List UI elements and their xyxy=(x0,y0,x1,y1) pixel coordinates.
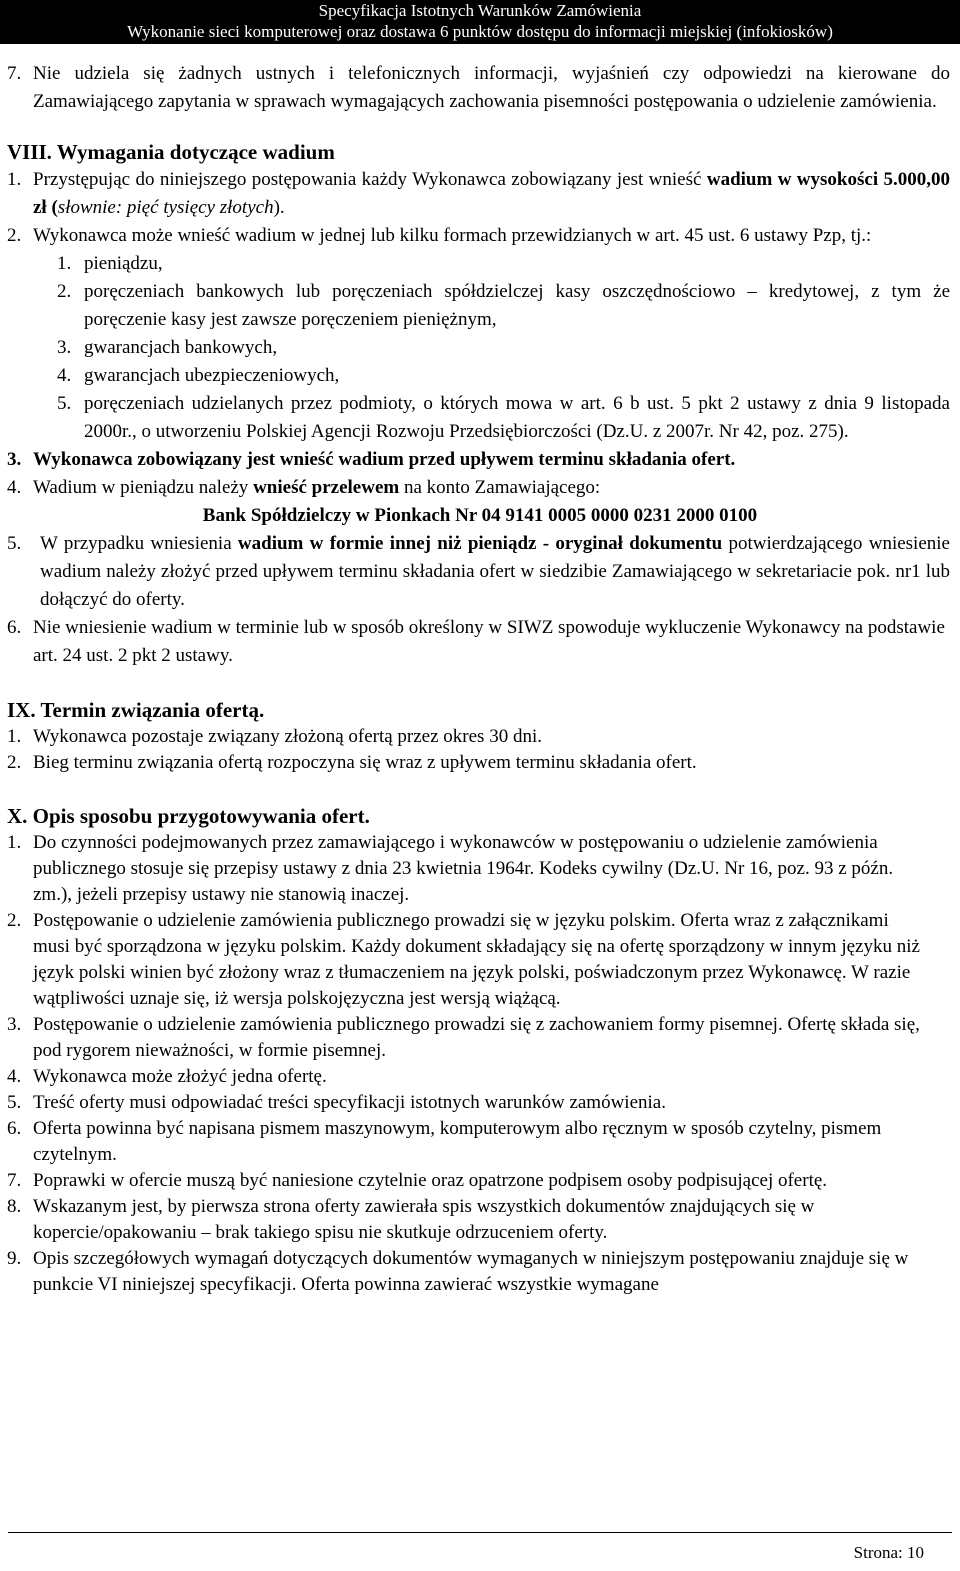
item-text: Treść oferty musi odpowiadać treści specyfikacji istotnych warunków zamówienia. xyxy=(33,1092,666,1113)
intro-item xyxy=(0,60,960,116)
bank-account: Bank Spółdzielczy w Pionkach Nr 04 9141 0005 0000 0231 2000 0100 xyxy=(202,505,758,526)
list-item xyxy=(0,830,960,908)
text-part-bold: wnieść przelewem xyxy=(253,477,400,498)
item-number: 5. xyxy=(7,1092,22,1113)
item-number: 2. xyxy=(7,752,22,773)
wadium-forms-list xyxy=(0,250,960,446)
item-text: Bieg terminu związania ofertą rozpoczyna się wraz z upływem terminu składania ofert. xyxy=(33,752,697,773)
item-number: 2. xyxy=(57,281,72,302)
wadium-item-1 xyxy=(0,166,960,222)
text-part: W przypadku wniesienia xyxy=(40,533,238,554)
item-number: 6. xyxy=(7,617,22,638)
item-number: 1. xyxy=(7,832,22,853)
item-text: poręczeniach udzielanych przez podmioty, o których mowa w art. 6 b ust. 5 pkt 2 ustawy z dnia 9 listopada 2000r., o utworzeniu Polskiej Agencji Rozwoju Przedsiębiorczości (Dz.U. z 2007r. Nr 42, poz. 275). xyxy=(84,393,950,442)
item-text: Postępowanie o udzielenie zamówienia publicznego prowadzi się w języku polskim. Oferta wraz z załącznikami musi być sporządzona w języku polskim. Każdy dokument składający się na ofertę sporządzony w innym języku niż język polski winien być złożony wraz z tłumaczeniem na język polski, poświadczonym przez Wykonawcę. W razie wątpliwości uznaje się, iż wersja polskojęzyczna jest wersją wiążącą. xyxy=(33,910,920,1009)
wadium-amount: wadium w wysokości 5.000,00 zł ( xyxy=(33,169,950,218)
list-item xyxy=(0,724,960,750)
item-text xyxy=(33,474,950,502)
list-item xyxy=(0,1246,960,1298)
item-number: 8. xyxy=(7,1196,22,1217)
text-part: potwierdzającego wniesienie wadium należy złożyć przed upływem terminu składania ofert w siedzibie Zamawiającego w sekretariacie pok. nr1 lub dołączyć do oferty. xyxy=(40,533,950,610)
list-item xyxy=(0,278,960,334)
item-number: 1. xyxy=(7,726,22,747)
item-number: 9. xyxy=(7,1248,22,1269)
list-item xyxy=(0,1064,960,1090)
list-item xyxy=(0,1090,960,1116)
list-item xyxy=(0,250,960,278)
offer-rules-list xyxy=(0,830,960,1298)
item-text: Poprawki w ofercie muszą być naniesione czytelnie oraz opatrzone podpisem osoby podpisującej ofertę. xyxy=(33,1170,828,1191)
item-text: Oferta powinna być napisana pismem maszynowym, komputerowym albo ręcznym w sposób czytelny, pismem czytelnym. xyxy=(33,1118,882,1165)
list-item xyxy=(0,390,960,446)
text-part: Wadium w pieniądzu należy xyxy=(33,477,254,498)
wadium-amount-words: słownie: pięć tysięcy złotych xyxy=(57,197,274,218)
item-text: Do czynności podejmowanych przez zamawiającego i wykonawców w postępowaniu o udzielenie zamówienia publicznego stosuje się przepisy ustawy z dnia 23 kwietnia 1964r. Kodeks cywilny (Dz.U. Nr 16, poz. 93 z późn. zm.), jeżeli przepisy ustawy nie stanowią inaczej. xyxy=(33,832,894,905)
wadium-item-3 xyxy=(0,446,960,474)
item-text: Postępowanie o udzielenie zamówienia publicznego prowadzi się z zachowaniem formy pisemnej. Ofertę składa się, pod rygorem nieważności, w formie pisemnej. xyxy=(33,1014,920,1061)
item-text: Opis szczegółowych wymagań dotyczących dokumentów wymaganych w niniejszym postępowaniu znajduje się w punkcie VI niniejszej specyfikacji. Oferta powinna zawierać wszystkie wymagane xyxy=(33,1248,909,1295)
item-number: 3. xyxy=(57,337,72,358)
list-item xyxy=(0,334,960,362)
item-text: pieniądzu, xyxy=(84,253,163,274)
item-number: 4. xyxy=(7,1066,22,1087)
list-item xyxy=(0,362,960,390)
item-number: 6. xyxy=(7,1118,22,1139)
list-item xyxy=(0,750,960,776)
footer-divider xyxy=(8,1532,952,1533)
text-part-bold: wadium w formie innej niż pieniądz - oryginał dokumentu xyxy=(237,533,723,554)
list-item xyxy=(0,1168,960,1194)
section-title-wadium: VIII. Wymagania dotyczące wadium xyxy=(7,140,335,164)
item-number: 3. xyxy=(7,1014,22,1035)
item-text: Wykonawca zobowiązany jest wnieść wadium przed upływem terminu składania ofert. xyxy=(33,449,736,470)
item-number: 7. xyxy=(7,63,22,84)
header-subtitle: Wykonanie sieci komputerowej oraz dostawa 6 punktów dostępu do informacji miejskiej (infokiosków) xyxy=(127,22,833,41)
text-part: Przystępując do niniejszego postępowania każdy Wykonawca zobowiązany jest wnieść xyxy=(33,169,707,190)
item-number: 5. xyxy=(57,393,72,414)
item-number: 1. xyxy=(7,169,22,190)
list-item xyxy=(0,1194,960,1246)
item-text: poręczeniach bankowych lub poręczeniach spółdzielczej kasy oszczędnościowo – kredytowej, z tym że poręczenie kasy jest zawsze poręczeniem pieniężnym, xyxy=(84,281,950,330)
item-text: gwarancjach bankowych, xyxy=(84,337,278,358)
list-item xyxy=(0,908,960,1012)
item-text: Wykonawca może złożyć jedna ofertę. xyxy=(33,1066,327,1087)
document-header xyxy=(0,0,960,44)
list-item xyxy=(0,1012,960,1064)
item-number: 4. xyxy=(7,477,22,498)
item-number: 5. xyxy=(7,533,22,554)
section-title-opis-ofert: X. Opis sposobu przygotowywania ofert. xyxy=(7,804,370,828)
item-text xyxy=(33,166,950,222)
text-part: na konto Zamawiającego: xyxy=(399,477,601,498)
item-text: Wykonawca pozostaje związany złożoną ofertą przez okres 30 dni. xyxy=(33,726,542,747)
header-title: Specyfikacja Istotnych Warunków Zamówienia xyxy=(318,1,642,20)
item-text: Wykonawca może wnieść wadium w jednej lub kilku formach przewidzianych w art. 45 ust. 6 ustawy Pzp, tj.: xyxy=(33,225,872,246)
wadium-item-4 xyxy=(0,474,960,502)
item-number: 3. xyxy=(7,449,22,470)
item-text: Wskazanym jest, by pierwsza strona oferty zawierała spis wszystkich dokumentów znajdujących się w kopercie/opakowaniu – brak takiego spisu nie skutkuje odrzuceniem oferty. xyxy=(33,1196,815,1243)
item-text: gwarancjach ubezpieczeniowych, xyxy=(84,365,340,386)
page-content xyxy=(0,60,960,1298)
item-text xyxy=(40,530,950,614)
wadium-item-6 xyxy=(0,614,960,670)
item-number: 4. xyxy=(57,365,72,386)
wadium-item-2 xyxy=(0,222,960,250)
text-part: ). xyxy=(273,197,285,218)
item-number: 2. xyxy=(7,910,22,931)
section-title-termin: IX. Termin związania ofertą. xyxy=(7,698,265,722)
item-number: 7. xyxy=(7,1170,22,1191)
page-number: Strona: 10 xyxy=(853,1543,924,1562)
item-number: 1. xyxy=(57,253,72,274)
item-text: Nie udziela się żadnych ustnych i telefonicznych informacji, wyjaśnień czy odpowiedzi na kierowane do Zamawiającego zapytania w sprawach wymagających zachowania pisemności postępowania o udzielenie zamówienia. xyxy=(33,63,950,112)
wadium-item-5 xyxy=(0,530,960,614)
item-text: Nie wniesienie wadium w terminie lub w sposób określony w SIWZ spowoduje wykluczenie Wykonawcy na podstawie art. 24 ust. 2 pkt 2 ustawy. xyxy=(33,617,945,666)
list-item xyxy=(0,1116,960,1168)
item-number: 2. xyxy=(7,225,22,246)
